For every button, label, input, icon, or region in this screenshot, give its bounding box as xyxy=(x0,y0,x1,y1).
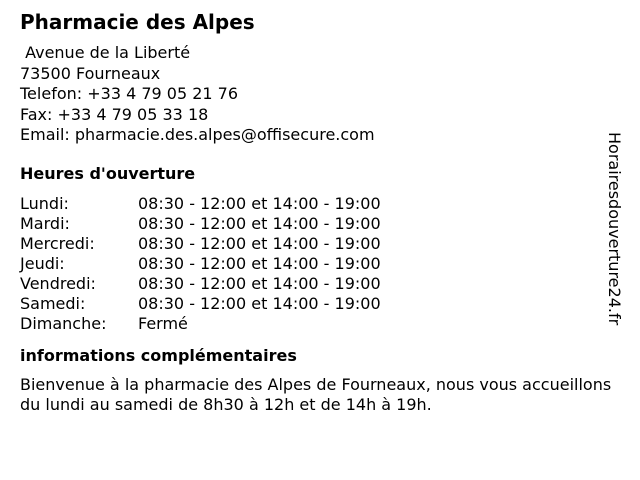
pharmacy-card xyxy=(20,10,620,415)
time-value: 08:30 - 12:00 et 14:00 - 19:00 xyxy=(138,213,381,233)
hours-row-wednesday xyxy=(20,234,620,254)
phone-number: Telefon: +33 4 79 05 21 76 xyxy=(20,84,239,103)
address-street: Avenue de la Liberté xyxy=(20,43,191,62)
additional-info-text: Bienvenue à la pharmacie des Alpes de Fourneaux, nous vous accueillons du lundi au samedi de 8h30 à 12h et de 14h à 19h. xyxy=(20,374,612,414)
opening-hours-table xyxy=(20,194,620,334)
hours-row-thursday xyxy=(20,254,620,274)
hours-row-monday xyxy=(20,194,620,214)
day-label: Samedi: xyxy=(20,293,86,313)
site-watermark: Horairesdouverture24.fr xyxy=(605,132,624,326)
hours-row-sunday xyxy=(20,314,620,334)
time-value: Fermé xyxy=(138,313,188,333)
additional-info-heading: informations complémentaires xyxy=(20,345,297,365)
time-value: 08:30 - 12:00 et 14:00 - 19:00 xyxy=(138,293,381,313)
hours-row-saturday xyxy=(20,294,620,314)
pharmacy-name: Pharmacie des Alpes xyxy=(20,10,255,34)
day-label: Dimanche: xyxy=(20,313,107,333)
fax-number: Fax: +33 4 79 05 33 18 xyxy=(20,104,209,124)
day-label: Lundi: xyxy=(20,193,69,213)
opening-hours-heading: Heures d'ouverture xyxy=(20,163,196,183)
time-value: 08:30 - 12:00 et 14:00 - 19:00 xyxy=(138,273,381,293)
address-city: 73500 Fourneaux xyxy=(20,63,161,83)
day-label: Vendredi: xyxy=(20,273,96,293)
time-value: 08:30 - 12:00 et 14:00 - 19:00 xyxy=(138,253,381,273)
time-value: 08:30 - 12:00 et 14:00 - 19:00 xyxy=(138,193,381,213)
day-label: Jeudi: xyxy=(20,253,65,273)
email-address: Email: pharmacie.des.alpes@offisecure.com xyxy=(20,125,375,144)
day-label: Mercredi: xyxy=(20,233,95,253)
day-label: Mardi: xyxy=(20,213,70,233)
time-value: 08:30 - 12:00 et 14:00 - 19:00 xyxy=(138,233,381,253)
hours-row-tuesday xyxy=(20,214,620,234)
hours-row-friday xyxy=(20,274,620,294)
